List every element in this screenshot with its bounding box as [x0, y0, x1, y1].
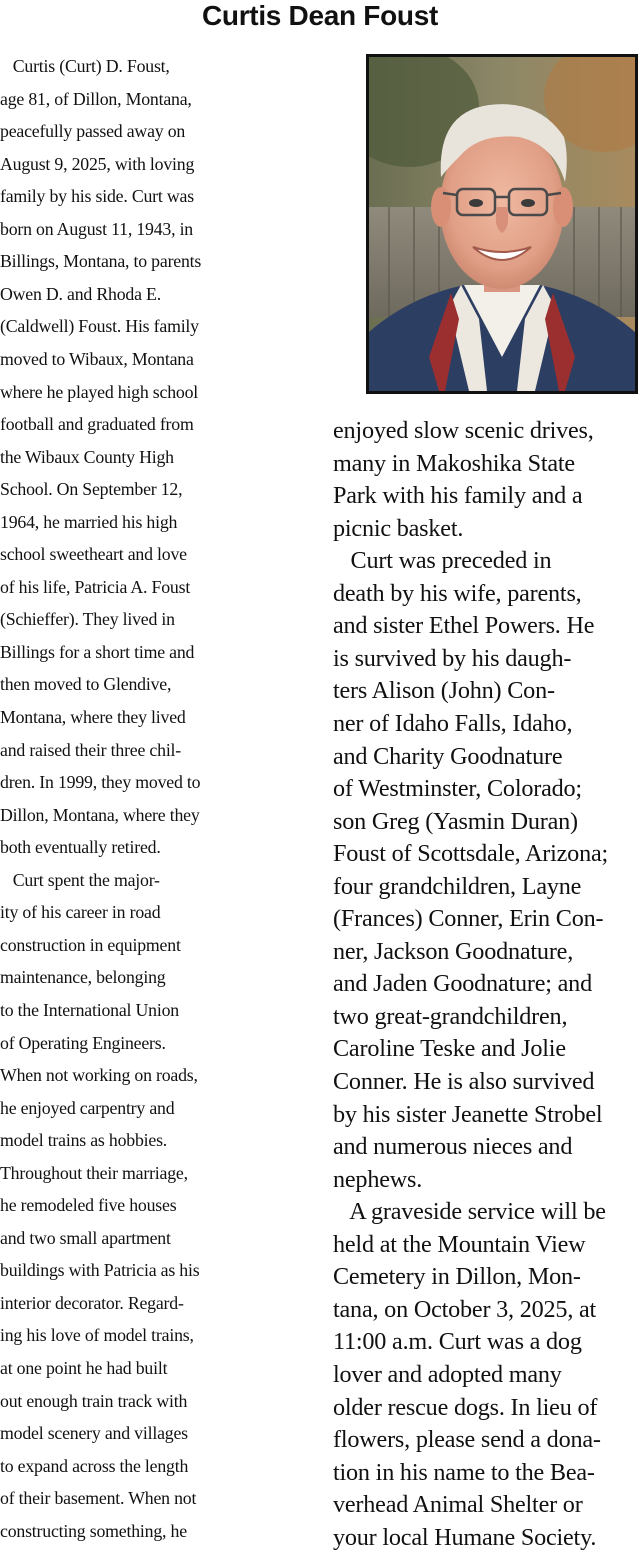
text-line: Foust of Scottsdale, Arizona;: [333, 840, 609, 868]
text-line: moved to Wibaux, Montana: [0, 348, 194, 369]
text-line: 11:00 a.m. Curt was a dog: [333, 1328, 582, 1356]
text-line: ing his love of model trains,: [0, 1325, 194, 1346]
text-line: (Frances) Conner, Erin Con-: [333, 905, 604, 933]
text-line: 1964, he married his high: [0, 511, 178, 532]
obituary-title: Curtis Dean Foust: [201, 0, 439, 31]
text-line: Owen D. and Rhoda E.: [0, 283, 161, 304]
text-line: picnic basket.: [333, 514, 464, 542]
text-line: out enough train track with: [0, 1390, 188, 1411]
text-line: two great-grandchildren,: [333, 1002, 568, 1030]
text-line: to the International Union: [0, 999, 179, 1020]
text-line: of Operating Engineers.: [0, 1032, 166, 1053]
text-line: is survived by his daugh-: [333, 644, 572, 672]
text-line: model scenery and villages: [0, 1423, 188, 1444]
text-line: and two small apartment: [0, 1227, 171, 1248]
text-line: he remodeled five houses: [0, 1195, 177, 1216]
text-line: of his life, Patricia A. Foust: [0, 576, 191, 597]
text-line: ters Alison (John) Con-: [333, 677, 555, 705]
text-line: Curt was preceded in: [333, 547, 552, 575]
text-line: then moved to Glendive,: [0, 674, 172, 695]
text-line: at one point he had built: [0, 1358, 168, 1378]
text-line: both eventually retired.: [0, 837, 161, 858]
text-line: tion in his name to the Bea-: [333, 1458, 595, 1486]
text-line: lover and adopted many: [333, 1360, 562, 1388]
text-line: to expand across the length: [0, 1455, 189, 1476]
text-line: of Westminster, Colorado;: [333, 775, 582, 803]
text-line: nephews.: [333, 1165, 423, 1193]
text-line: and Jaden Goodnature; and: [333, 970, 592, 998]
text-line: school sweetheart and love: [0, 544, 187, 565]
text-line: (Schieffer). They lived in: [0, 609, 175, 630]
text-line: Dillon, Montana, where they: [0, 804, 200, 825]
text-line: peacefully passed away on: [0, 121, 186, 142]
text-line: construction in equipment: [0, 934, 181, 955]
text-line: and numerous nieces and: [333, 1133, 573, 1161]
text-line: age 81, of Dillon, Montana,: [0, 88, 192, 109]
text-line: tana, on October 3, 2025, at: [333, 1295, 597, 1323]
text-line: constructing something, he: [0, 1520, 187, 1541]
text-line: held at the Mountain View: [333, 1230, 586, 1258]
text-line: buildings with Patricia as his: [0, 1260, 200, 1281]
text-line: Billings, Montana, to parents: [0, 251, 202, 272]
text-line: ity of his career in road: [0, 902, 161, 923]
text-line: and Charity Goodnature: [333, 742, 563, 770]
text-line: flowers, please send a dona-: [333, 1426, 601, 1454]
text-line: August 9, 2025, with loving: [0, 153, 195, 174]
text-line: football and graduated from: [0, 414, 194, 435]
text-line: Conner. He is also survived: [333, 1068, 595, 1095]
text-line: many in Makoshika State: [333, 449, 575, 477]
text-line: death by his wife, parents,: [333, 579, 582, 607]
text-line: by his sister Jeanette Strobel: [333, 1100, 603, 1128]
text-line: he enjoyed carpentry and: [0, 1097, 175, 1118]
text-line: born on August 11, 1943, in: [0, 218, 193, 239]
text-line: family by his side. Curt was: [0, 186, 194, 207]
text-line: Curt spent the major-: [0, 869, 160, 890]
text-line: dren. In 1999, they moved to: [0, 772, 201, 793]
text-line: and raised their three chil-: [0, 739, 182, 760]
text-line: Cemetery in Dillon, Mon-: [333, 1263, 581, 1291]
text-line: son Greg (Yasmin Duran): [333, 807, 578, 835]
text-line: model trains as hobbies.: [0, 1130, 168, 1151]
text-line: ner, Jackson Goodnature,: [333, 937, 574, 965]
portrait-photo: [366, 54, 638, 394]
text-line: enjoyed slow scenic drives,: [333, 417, 594, 444]
text-line: the Wibaux County High: [0, 446, 174, 467]
portrait-illustration: [369, 57, 635, 391]
text-line: Curtis (Curt) D. Foust,: [0, 56, 170, 76]
text-line: older rescue dogs. In lieu of: [333, 1393, 598, 1421]
text-line: When not working on roads,: [0, 1065, 198, 1086]
text-line: four grandchildren, Layne: [333, 872, 582, 900]
text-line: verhead Animal Shelter or: [333, 1491, 583, 1519]
text-line: Throughout their marriage,: [0, 1162, 188, 1183]
text-line: School. On September 12,: [0, 479, 183, 500]
text-line: of their basement. When not: [0, 1488, 197, 1509]
text-line: Montana, where they lived: [0, 707, 186, 727]
text-line: where he played high school: [0, 381, 199, 402]
text-line: Billings for a short time and: [0, 641, 195, 662]
text-line: and sister Ethel Powers. He: [333, 612, 595, 640]
text-line: Caroline Teske and Jolie: [333, 1035, 566, 1063]
text-line: maintenance, belonging: [0, 967, 166, 988]
text-line: your local Humane Society.: [333, 1523, 597, 1551]
text-line: (Caldwell) Foust. His family: [0, 316, 199, 337]
text-line: ner of Idaho Falls, Idaho,: [333, 709, 573, 737]
text-line: interior decorator. Regard-: [0, 1292, 184, 1313]
text-line: Park with his family and a: [333, 482, 583, 510]
text-line: A graveside service will be: [333, 1198, 606, 1226]
